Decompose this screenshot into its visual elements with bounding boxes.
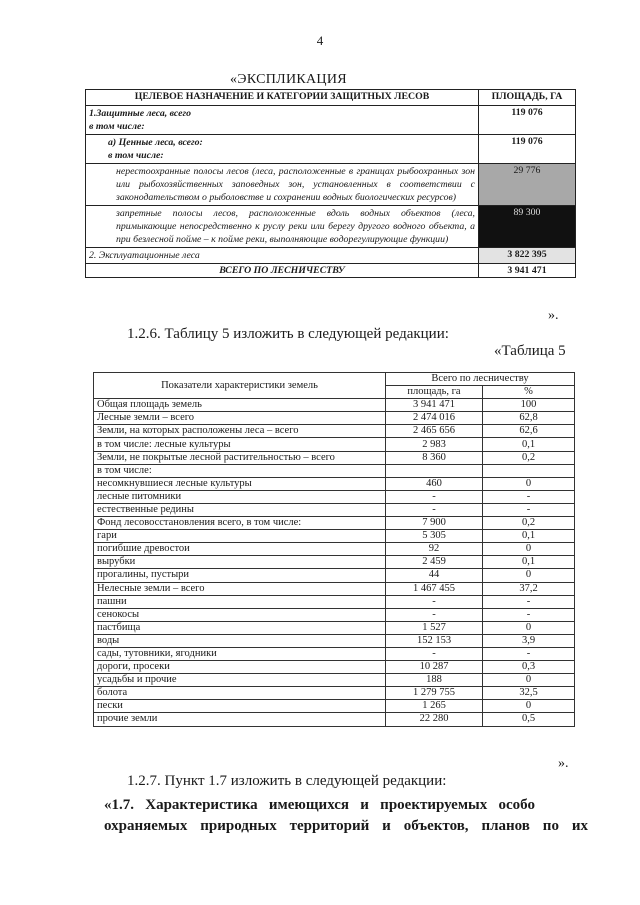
explication-category: нерестоохранные полосы лесов (леса, расположенные в границах рыбоохранных зон или рыбохозяйственных заповедных зон, установленных в соответствии с законодательством о рыболовстве и сохранении водных биологических ресурсов) xyxy=(86,164,479,206)
table5-cell-label: болота xyxy=(94,687,386,700)
table5-cell-percent: 0 xyxy=(483,543,575,556)
explication-area: 119 076 xyxy=(479,106,576,135)
table5-row xyxy=(94,647,575,660)
page-number: 4 xyxy=(316,33,324,48)
table5-cell-percent xyxy=(483,464,575,477)
explication-area: 3 822 395 xyxy=(479,248,576,264)
table5-cell-label: Лесные земли – всего xyxy=(94,412,386,425)
table5-cell-label: в том числе: xyxy=(94,464,386,477)
section-1-2-6: 1.2.6. Таблицу 5 изложить в следующей редакции: xyxy=(127,326,449,342)
table5-cell-label: Земли, на которых расположены леса – всего xyxy=(94,425,386,438)
table5-cell-percent: 0 xyxy=(483,569,575,582)
table5-row xyxy=(94,425,575,438)
table5-cell-percent: 62,8 xyxy=(483,412,575,425)
table5-cell-label: воды xyxy=(94,634,386,647)
table5-row xyxy=(94,399,575,412)
explication-area: 29 776 xyxy=(479,164,576,206)
table5-cell-area: 92 xyxy=(386,543,483,556)
explication-table xyxy=(85,89,576,278)
table5-row xyxy=(94,608,575,621)
explication-category: а) Ценные леса, всего: в том числе: xyxy=(86,135,479,164)
table5-cell-area: 8 360 xyxy=(386,451,483,464)
table5-cell-area: - xyxy=(386,608,483,621)
table5-cell-label: Земли, не покрытые лесной растительностью – всего xyxy=(94,451,386,464)
table5-cell-area: 5 305 xyxy=(386,530,483,543)
table5-cell-area: 2 459 xyxy=(386,556,483,569)
table5-cell-label: Общая площадь земель xyxy=(94,399,386,412)
table5-row xyxy=(94,700,575,713)
paragraph-1-7-line-1: «1.7. Характеристика имеющихся и проектируемых особо xyxy=(104,797,535,813)
table5-row xyxy=(94,464,575,477)
explication-row xyxy=(86,135,576,164)
table5-cell-label: сенокосы xyxy=(94,608,386,621)
table5-cell-percent: 0,3 xyxy=(483,661,575,674)
table5-cell-percent: 0,2 xyxy=(483,451,575,464)
table5-cell-area: 1 467 455 xyxy=(386,582,483,595)
table5-cell-percent: 0 xyxy=(483,700,575,713)
table5-cell-label: прочие земли xyxy=(94,713,386,726)
table5-cell-percent: 32,5 xyxy=(483,687,575,700)
table5-cell-percent: 0,5 xyxy=(483,713,575,726)
table5-cell-percent: 0 xyxy=(483,477,575,490)
table5-cell-label: погибшие древостои xyxy=(94,543,386,556)
table5-row xyxy=(94,674,575,687)
table5-cell-area: 22 280 xyxy=(386,713,483,726)
explication-header-area: ПЛОЩАДЬ, ГА xyxy=(479,90,576,106)
table5-cell-percent: 0,1 xyxy=(483,438,575,451)
table5-cell-area: 152 153 xyxy=(386,634,483,647)
explication-title: «ЭКСПЛИКАЦИЯ xyxy=(230,72,347,87)
table5-header-main: Показатели характеристики земель xyxy=(94,373,386,399)
table5-cell-percent: 37,2 xyxy=(483,582,575,595)
table5-row xyxy=(94,661,575,674)
table5-cell-percent: 0 xyxy=(483,621,575,634)
explication-header-row xyxy=(86,90,576,106)
table5-cell-area: 1 527 xyxy=(386,621,483,634)
paragraph-1-7-line-2: охраняемых природных территорий и объектов, планов по их xyxy=(104,818,588,834)
table5-cell-label: пашни xyxy=(94,595,386,608)
table5-cell-label: Нелесные земли – всего xyxy=(94,582,386,595)
explication-category: 1.Защитные леса, всего в том числе: xyxy=(86,106,479,135)
table5-cell-label: пески xyxy=(94,700,386,713)
explication-row xyxy=(86,248,576,264)
table5-row xyxy=(94,595,575,608)
table5-cell-label: естественные редины xyxy=(94,503,386,516)
table5-cell-area: - xyxy=(386,595,483,608)
explication-header-category: ЦЕЛЕВОЕ НАЗНАЧЕНИЕ И КАТЕГОРИИ ЗАЩИТНЫХ ЛЕСОВ xyxy=(86,90,479,106)
table5-cell-area: 10 287 xyxy=(386,661,483,674)
table5-cell-percent: 0,1 xyxy=(483,556,575,569)
table5-closing-quote: ». xyxy=(558,756,569,771)
table5-header-percent: % xyxy=(483,386,575,399)
table5-cell-percent: 62,6 xyxy=(483,425,575,438)
table5-cell-label: Фонд лесовосстановления всего, в том числе: xyxy=(94,517,386,530)
table5 xyxy=(93,372,575,727)
table5-row xyxy=(94,543,575,556)
table5-cell-area: - xyxy=(386,490,483,503)
explication-row xyxy=(86,106,576,135)
table5-cell-area: 3 941 471 xyxy=(386,399,483,412)
table5-cell-area: 2 474 016 xyxy=(386,412,483,425)
table5-label: «Таблица 5 xyxy=(494,343,566,359)
explication-total-area: 3 941 471 xyxy=(479,264,576,278)
explication-area: 119 076 xyxy=(479,135,576,164)
table5-cell-area: - xyxy=(386,647,483,660)
section-1-2-7: 1.2.7. Пункт 1.7 изложить в следующей редакции: xyxy=(127,773,447,789)
explication-area: 89 300 xyxy=(479,206,576,248)
table5-cell-area xyxy=(386,464,483,477)
table5-cell-area: 1 279 755 xyxy=(386,687,483,700)
table5-row xyxy=(94,490,575,503)
table5-cell-percent: - xyxy=(483,608,575,621)
table5-row xyxy=(94,503,575,516)
table5-header-row xyxy=(94,373,575,386)
table5-row xyxy=(94,713,575,726)
table5-row xyxy=(94,530,575,543)
table5-cell-label: прогалины, пустыри xyxy=(94,569,386,582)
table5-row xyxy=(94,438,575,451)
explication-row xyxy=(86,206,576,248)
table5-cell-percent: 100 xyxy=(483,399,575,412)
table5-header-area: площадь, га xyxy=(386,386,483,399)
table5-cell-percent: - xyxy=(483,647,575,660)
table5-cell-area: 2 983 xyxy=(386,438,483,451)
table5-cell-percent: - xyxy=(483,595,575,608)
table5-row xyxy=(94,569,575,582)
table5-row xyxy=(94,582,575,595)
table5-header-group: Всего по лесничеству xyxy=(386,373,575,386)
table5-body xyxy=(94,399,575,726)
table5-cell-area: 44 xyxy=(386,569,483,582)
table5-cell-area: - xyxy=(386,503,483,516)
table5-cell-area: 188 xyxy=(386,674,483,687)
table5-cell-percent: 0,2 xyxy=(483,517,575,530)
table5-row xyxy=(94,556,575,569)
table5-cell-label: пастбища xyxy=(94,621,386,634)
table5-cell-percent: - xyxy=(483,503,575,516)
explication-closing-quote: ». xyxy=(548,308,559,323)
table5-row xyxy=(94,517,575,530)
table5-cell-label: дороги, просеки xyxy=(94,661,386,674)
table5-cell-area: 7 900 xyxy=(386,517,483,530)
table5-cell-label: в том числе: лесные культуры xyxy=(94,438,386,451)
table5-row xyxy=(94,687,575,700)
table5-row xyxy=(94,477,575,490)
table5-cell-label: усадьбы и прочие xyxy=(94,674,386,687)
table5-cell-label: сады, тутовники, ягодники xyxy=(94,647,386,660)
explication-total-row xyxy=(86,264,576,278)
table5-cell-percent: 3,9 xyxy=(483,634,575,647)
explication-category: запретные полосы лесов, расположенные вдоль водных объектов (леса, примыкающие непосредственно к руслу реки или берегу другого водного объекта, а при безлесной пойме – к пойме реки, выполняющие водорегулирующие функции) xyxy=(86,206,479,248)
explication-row xyxy=(86,164,576,206)
table5-cell-percent: 0 xyxy=(483,674,575,687)
table5-cell-label: несомкнувшиеся лесные культуры xyxy=(94,477,386,490)
table5-cell-area: 2 465 656 xyxy=(386,425,483,438)
table5-cell-label: лесные питомники xyxy=(94,490,386,503)
table5-row xyxy=(94,621,575,634)
explication-category: 2. Эксплуатационные леса xyxy=(86,248,479,264)
table5-row xyxy=(94,634,575,647)
table5-row xyxy=(94,451,575,464)
table5-cell-label: гари xyxy=(94,530,386,543)
table5-cell-area: 1 265 xyxy=(386,700,483,713)
table5-row xyxy=(94,412,575,425)
table5-cell-label: вырубки xyxy=(94,556,386,569)
table5-cell-percent: - xyxy=(483,490,575,503)
table5-cell-area: 460 xyxy=(386,477,483,490)
table5-cell-percent: 0,1 xyxy=(483,530,575,543)
explication-total-label: ВСЕГО ПО ЛЕСНИЧЕСТВУ xyxy=(86,264,479,278)
